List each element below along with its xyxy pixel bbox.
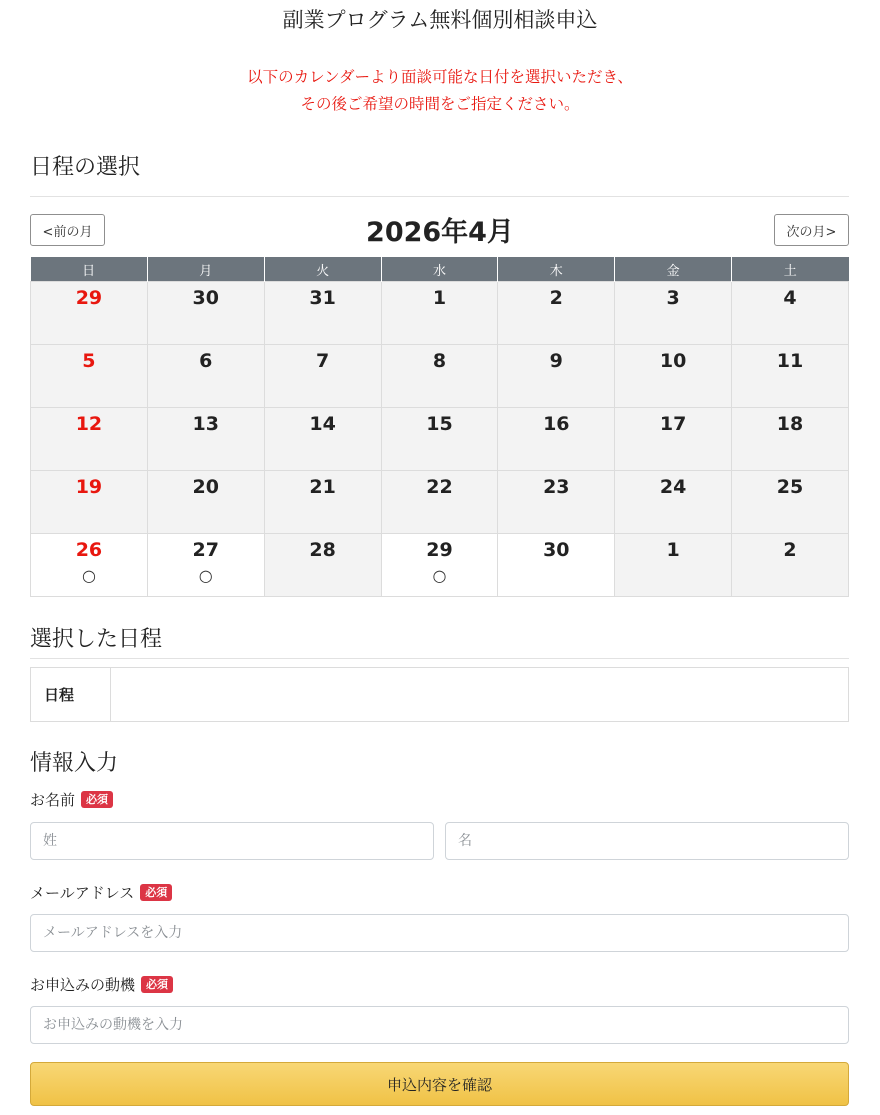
- day-number: 21: [309, 476, 336, 498]
- weekday-friday: 金: [615, 257, 732, 282]
- calendar-day: [31, 471, 148, 534]
- month-title: 2026年4月: [366, 217, 514, 248]
- email-label: メールアドレス: [30, 884, 135, 902]
- calendar-day: [147, 471, 264, 534]
- calendar-week-row: [31, 345, 849, 408]
- day-number: 15: [426, 413, 453, 435]
- name-label-row: [30, 789, 113, 810]
- confirm-submit-button[interactable]: 申込内容を確認: [30, 1062, 849, 1106]
- weekday-saturday: 土: [732, 257, 849, 282]
- email-input[interactable]: [30, 914, 849, 952]
- calendar-day: [498, 471, 615, 534]
- calendar-week-row: [31, 408, 849, 471]
- calendar-day: [381, 345, 498, 408]
- calendar-day-available[interactable]: [31, 534, 148, 597]
- day-number: 29: [426, 539, 453, 561]
- selected-row-label: 日程: [31, 668, 111, 721]
- calendar-week-row: [31, 471, 849, 534]
- selected-row-value: [111, 668, 848, 721]
- calendar: [30, 257, 849, 597]
- calendar-day: [732, 282, 849, 345]
- instruction-text: [0, 64, 880, 118]
- divider: [30, 196, 849, 197]
- day-number: 13: [192, 413, 219, 435]
- day-number: 11: [776, 350, 804, 372]
- calendar-day: [615, 345, 732, 408]
- day-number: 4: [783, 287, 797, 309]
- calendar-day: [732, 408, 849, 471]
- day-number: 10: [659, 350, 687, 372]
- motive-label-row: [30, 974, 173, 995]
- day-number: 23: [543, 476, 570, 498]
- day-number: 29: [75, 287, 103, 309]
- day-number: 28: [309, 539, 336, 561]
- calendar-day: [264, 471, 381, 534]
- calendar-day: [147, 282, 264, 345]
- day-number: 22: [426, 476, 453, 498]
- day-number: 20: [192, 476, 219, 498]
- calendar-day: [498, 345, 615, 408]
- prev-month-button[interactable]: <前の月: [30, 214, 105, 246]
- calendar-day-available[interactable]: [147, 534, 264, 597]
- day-number: 1: [432, 287, 447, 309]
- selected-heading: 選択した日程: [30, 627, 163, 652]
- calendar-day: [31, 408, 148, 471]
- instruction-line-1: 以下のカレンダーより面談可能な日付を選択いただき、: [247, 68, 633, 86]
- calendar-day: [732, 471, 849, 534]
- weekday-monday: 月: [147, 257, 264, 282]
- calendar-day: [31, 282, 148, 345]
- availability-circle-icon: ○: [198, 566, 213, 585]
- name-label: お名前: [30, 791, 76, 809]
- day-number: 18: [776, 413, 804, 435]
- first-name-input[interactable]: [445, 822, 849, 860]
- day-number: 6: [199, 350, 213, 372]
- calendar-day: [264, 534, 381, 597]
- calendar-day: [264, 282, 381, 345]
- day-number: 27: [192, 539, 219, 561]
- day-number: 25: [776, 476, 804, 498]
- calendar-day: [732, 534, 849, 597]
- weekday-wednesday: 水: [381, 257, 498, 282]
- day-number: 1: [666, 539, 680, 561]
- calendar-day: [615, 534, 732, 597]
- calendar-day: [264, 345, 381, 408]
- calendar-day: [31, 345, 148, 408]
- calendar-day: [498, 282, 615, 345]
- weekday-tuesday: 火: [264, 257, 381, 282]
- weekday-thursday: 木: [498, 257, 615, 282]
- email-label-row: [30, 882, 172, 903]
- page-title: 副業プログラム無料個別相談申込: [282, 8, 598, 32]
- calendar-day: [615, 471, 732, 534]
- weekday-sunday: 日: [31, 257, 148, 282]
- schedule-heading: 日程の選択: [30, 155, 141, 180]
- calendar-day-available[interactable]: [381, 534, 498, 597]
- calendar-week-row: [31, 282, 849, 345]
- weekday-header-row: [31, 257, 849, 282]
- day-number: 2: [549, 287, 563, 309]
- selected-schedule-table: [30, 667, 849, 722]
- divider: [30, 658, 849, 659]
- day-number: 17: [659, 413, 687, 435]
- calendar-day: [147, 408, 264, 471]
- day-number: 5: [82, 350, 96, 372]
- instruction-line-2: その後ご希望の時間をご指定ください。: [300, 95, 580, 113]
- calendar-week-row: [31, 534, 849, 597]
- day-number: 16: [543, 413, 570, 435]
- calendar-day: [381, 471, 498, 534]
- info-heading: 情報入力: [30, 751, 119, 776]
- day-number: 14: [309, 413, 336, 435]
- day-number: 7: [315, 350, 330, 372]
- day-number: 8: [432, 350, 447, 372]
- day-number: 12: [75, 413, 103, 435]
- motive-input[interactable]: [30, 1006, 849, 1044]
- day-number: 30: [543, 539, 570, 561]
- calendar-day: [498, 408, 615, 471]
- day-number: 30: [192, 287, 219, 309]
- day-number: 3: [666, 287, 680, 309]
- calendar-day: [732, 345, 849, 408]
- motive-label: お申込みの動機: [30, 976, 136, 994]
- day-number: 26: [75, 539, 103, 561]
- required-badge: 必須: [141, 976, 173, 993]
- day-number: 2: [783, 539, 797, 561]
- calendar-day: [264, 408, 381, 471]
- last-name-input[interactable]: [30, 822, 434, 860]
- calendar-day: [615, 282, 732, 345]
- calendar-day-available[interactable]: [498, 534, 615, 597]
- required-badge: 必須: [81, 791, 113, 808]
- calendar-day: [381, 408, 498, 471]
- calendar-day: [147, 345, 264, 408]
- availability-circle-icon: ○: [432, 566, 447, 585]
- day-number: 31: [309, 287, 336, 309]
- day-number: 19: [75, 476, 103, 498]
- required-badge: 必須: [140, 884, 172, 901]
- next-month-button[interactable]: 次の月>: [774, 214, 849, 246]
- calendar-day: [381, 282, 498, 345]
- day-number: 24: [659, 476, 687, 498]
- calendar-day: [615, 408, 732, 471]
- availability-circle-icon: ○: [81, 566, 96, 585]
- day-number: 9: [549, 350, 563, 372]
